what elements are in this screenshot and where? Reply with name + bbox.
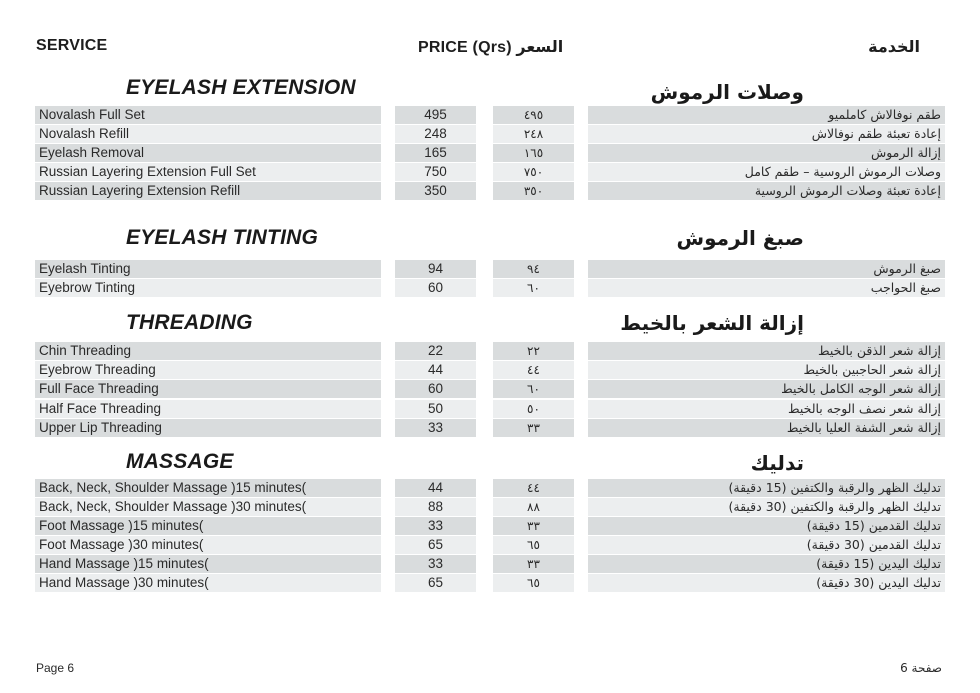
service-price: 248 (395, 125, 476, 143)
section-title-threading: THREADING (126, 311, 253, 334)
service-name-arabic: إزالة شعر الوجه الكامل بالخيط (588, 380, 945, 398)
service-price: 60 (395, 380, 476, 398)
service-name: Russian Layering Extension Refill (35, 182, 381, 200)
service-price-arabic: ٧٥٠ (493, 163, 574, 181)
service-name: Back, Neck, Shoulder Massage )30 minutes( (35, 498, 381, 516)
service-name: Novalash Refill (35, 125, 381, 143)
service-name-arabic: إعادة تعبئة طقم نوفالاش (588, 125, 945, 143)
service-price: 33 (395, 555, 476, 573)
service-name-arabic: إعادة تعبئة وصلات الرموش الروسية (588, 182, 945, 200)
service-name: Foot Massage )15 minutes( (35, 517, 381, 535)
service-price-arabic: ٤٤ (493, 479, 574, 497)
service-price: 33 (395, 517, 476, 535)
service-price: 88 (395, 498, 476, 516)
service-name-arabic: إزالة الرموش (588, 144, 945, 162)
service-price-arabic: ٣٣ (493, 555, 574, 573)
service-name-arabic: صبغ الحواجب (588, 279, 945, 297)
service-price-arabic: ٢٢ (493, 342, 574, 360)
service-name-arabic: إزالة شعر نصف الوجه بالخيط (588, 400, 945, 418)
service-price: 33 (395, 419, 476, 437)
service-price-arabic: ٦٠ (493, 279, 574, 297)
service-price: 44 (395, 361, 476, 379)
service-price-arabic: ٤٩٥ (493, 106, 574, 124)
service-price-arabic: ٦٠ (493, 380, 574, 398)
service-name: Foot Massage )30 minutes( (35, 536, 381, 554)
service-price: 60 (395, 279, 476, 297)
section-title-eyelash-extension: EYELASH EXTENSION (126, 76, 356, 99)
service-price: 165 (395, 144, 476, 162)
service-price: 65 (395, 574, 476, 592)
service-price: 350 (395, 182, 476, 200)
service-price: 22 (395, 342, 476, 360)
service-price: 44 (395, 479, 476, 497)
page-number-arabic: صفحة 6 (900, 661, 942, 675)
service-price-arabic: ٥٠ (493, 400, 574, 418)
service-name: Full Face Threading (35, 380, 381, 398)
service-name: Chin Threading (35, 342, 381, 360)
service-name: Upper Lip Threading (35, 419, 381, 437)
section-title-eyelash-tinting: EYELASH TINTING (126, 226, 319, 249)
service-price-arabic: ٣٣ (493, 419, 574, 437)
section-title-eyelash-tinting-arabic: صبغ الرموش (676, 226, 804, 250)
service-name-arabic: تدليك القدمين (30 دقيقة) (588, 536, 945, 554)
service-name: Half Face Threading (35, 400, 381, 418)
service-price-arabic: ١٦٥ (493, 144, 574, 162)
service-name-arabic: إزالة شعر الذقن بالخيط (588, 342, 945, 360)
service-price: 750 (395, 163, 476, 181)
section-title-threading-arabic: إزالة الشعر بالخيط (620, 311, 804, 335)
service-price-arabic: ٣٣ (493, 517, 574, 535)
section-title-massage: MASSAGE (126, 450, 234, 473)
section-title-eyelash-extension-arabic: وصلات الرموش (650, 80, 804, 104)
service-name: Eyelash Tinting (35, 260, 381, 278)
service-name: Hand Massage )30 minutes( (35, 574, 381, 592)
price-header: PRICE (Qrs) السعر (418, 39, 564, 56)
service-price-arabic: ٦٥ (493, 574, 574, 592)
service-name-arabic: صبغ الرموش (588, 260, 945, 278)
service-price-arabic: ٦٥ (493, 536, 574, 554)
service-name: Eyelash Removal (35, 144, 381, 162)
service-price: 65 (395, 536, 476, 554)
service-price: 94 (395, 260, 476, 278)
page-number: Page 6 (36, 661, 75, 675)
service-name: Back, Neck, Shoulder Massage )15 minutes( (35, 479, 381, 497)
service-name-arabic: تدليك اليدين (30 دقيقة) (588, 574, 945, 592)
service-name: Russian Layering Extension Full Set (35, 163, 381, 181)
service-name-arabic: طقم نوفالاش كاملميو (588, 106, 945, 124)
service-price-arabic: ٨٨ (493, 498, 574, 516)
service-name-arabic: إزالة شعر الحاجبين بالخيط (588, 361, 945, 379)
service-name: Eyebrow Threading (35, 361, 381, 379)
service-name-arabic: تدليك الظهر والرقبة والكتفين (30 دقيقة) (588, 498, 945, 516)
service-price-arabic: ٩٤ (493, 260, 574, 278)
service-header: SERVICE (36, 37, 108, 54)
section-title-massage-arabic: تدليك (750, 451, 804, 475)
service-name-arabic: إزالة شعر الشفة العليا بالخيط (588, 419, 945, 437)
service-header-arabic: الخدمة (868, 37, 920, 56)
service-name-arabic: تدليك الظهر والرقبة والكتفين (15 دقيقة) (588, 479, 945, 497)
service-name: Hand Massage )15 minutes( (35, 555, 381, 573)
service-price-arabic: ٣٥٠ (493, 182, 574, 200)
service-name: Eyebrow Tinting (35, 279, 381, 297)
service-price: 495 (395, 106, 476, 124)
service-price-arabic: ٤٤ (493, 361, 574, 379)
service-name-arabic: تدليك اليدين (15 دقيقة) (588, 555, 945, 573)
service-name-arabic: تدليك القدمين (15 دقيقة) (588, 517, 945, 535)
service-name: Novalash Full Set (35, 106, 381, 124)
service-price-arabic: ٢٤٨ (493, 125, 574, 143)
service-name-arabic: وصلات الرموش الروسية – طقم كامل (588, 163, 945, 181)
service-price: 50 (395, 400, 476, 418)
